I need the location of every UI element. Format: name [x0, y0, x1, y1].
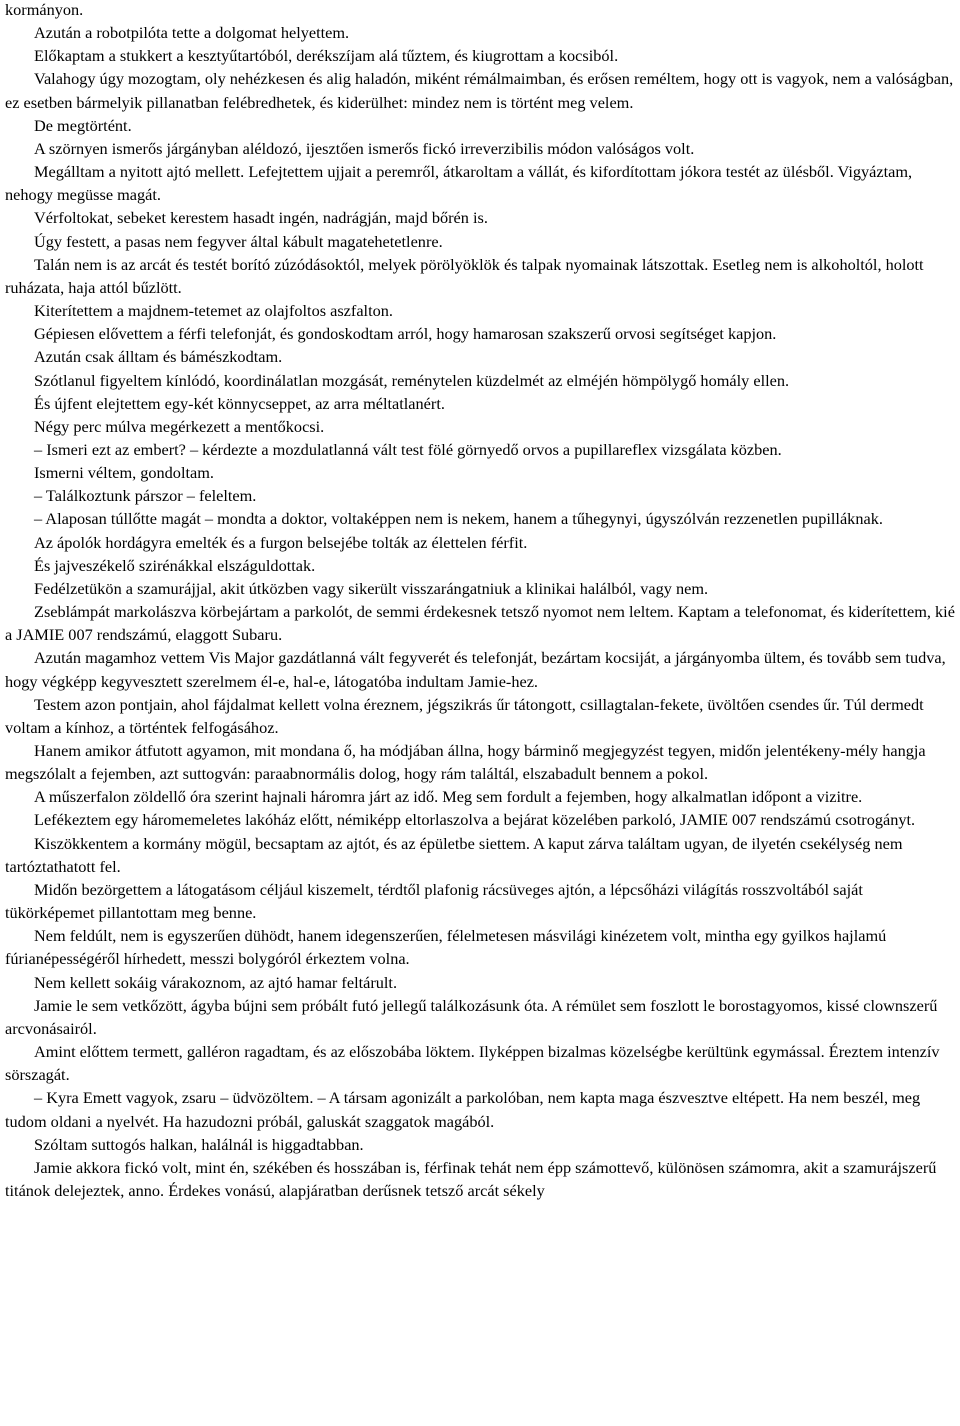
- paragraph: És újfent elejtettem egy-két könnycseppet, az arra méltatlanért.: [34, 393, 445, 413]
- paragraph: Amint előttem termett, galléron ragadtam, és az előszobába löktem. Ilyképpen bizalmas közelségbe kerültünk egymással. Éreztem intenzív sörszagát.: [5, 1042, 940, 1085]
- paragraph: kormányon.: [5, 0, 84, 19]
- paragraph: Nem kellett sokáig várakoznom, az ajtó hamar feltárult.: [34, 972, 398, 992]
- paragraph: Gépiesen elővettem a férfi telefonját, és gondoskodtam arról, hogy hamarosan szakszerű orvosi segítséget kapjon.: [34, 324, 777, 344]
- paragraph: Előkaptam a stukkert a kesztyűtartóból, derékszíjam alá tűztem, és kiugrottam a kocsiból.: [34, 46, 619, 66]
- paragraph: Ismerni véltem, gondoltam.: [34, 463, 214, 483]
- paragraph: Kiterítettem a majdnem-tetemet az olajfoltos aszfalton.: [34, 301, 393, 321]
- paragraph: Megálltam a nyitott ajtó mellett. Lefejtettem ujjait a peremről, átkaroltam a vállát, és kifordítottam jókora testét az ülésből. Vigyáztam, nehogy megüsse magát.: [5, 162, 913, 205]
- paragraph: – Találkoztunk párszor – feleltem.: [34, 486, 257, 506]
- paragraph: Testem azon pontjain, ahol fájdalmat kellett volna éreznem, jégszikrás űr tátongott, csillagtalan-fekete, üvöltően csendes űr. Túl dermedt voltam a kínhoz, a történtek felfogásához.: [5, 694, 924, 737]
- paragraph: Az ápolók hordágyra emelték és a furgon belsejébe tolták az élettelen férfit.: [34, 532, 528, 552]
- paragraph: Talán nem is az arcát és testét borító zúzódásoktól, melyek pörölyöklök és talpak nyomainak látszottak. Esetleg nem is alkoholtól, holott ruházata, haja attól bűzlött.: [5, 254, 924, 297]
- paragraph: És jajveszékelő szirénákkal elszáguldottak.: [34, 555, 316, 575]
- paragraph: Vérfoltokat, sebeket kerestem hasadt ingén, nadrágján, majd bőrén is.: [34, 208, 488, 228]
- paragraph: – Kyra Emett vagyok, zsaru – üdvözöltem. – A társam agonizált a parkolóban, nem kapta maga észvesztve eltépett. Ha nem beszél, meg tudom oldani a nyelvét. Ha hazudozni próbál, galuskát szaggatok magából.: [5, 1088, 921, 1131]
- paragraph: Lefékeztem egy háromemeletes lakóház előtt, némiképp eltorlaszolva a bejárat közelében parkoló, JAMIE 007 rendszámú csotrogányt.: [34, 810, 916, 830]
- paragraph: Nem feldúlt, nem is egyszerűen dühödt, hanem idegenszerűen, félelmetesen másvilági kinézetem volt, mintha egy gyilkos hajlamú fúrianépességéről hírhedett, messzi bolygóról érkeztem volna.: [5, 926, 887, 969]
- paragraph: Hanem amikor átfutott agyamon, mit mondana ő, ha módjában állna, hogy bárminő megjegyzést tegyen, midőn jelentékeny-mély hangja megszólalt a fejemben, azt suttogván: paraabnormális dolog, hogy rám találtál, elszabadult bennem a pokol.: [5, 741, 926, 784]
- paragraph: A műszerfalon zöldellő óra szerint hajnali háromra járt az idő. Meg sem fordult a fejemben, hogy alkalmatlan időpont a vizitre.: [34, 787, 863, 807]
- paragraph: Azután magamhoz vettem Vis Major gazdátlanná vált fegyverét és telefonját, bezártam kocsiját, a járgányomba ültem, és tovább sem tudva, hogy végképp kegyvesztett szerelmem él-e, hal-e, látogatóba indultam Jamie-hez.: [5, 648, 946, 691]
- paragraph: – Alaposan túllőtte magát – mondta a doktor, voltaképpen nem is nekem, hanem a tűhegynyi, úgyszólván rezzenetlen pupilláknak.: [34, 509, 883, 529]
- paragraph: A szörnyen ismerős járgányban aléldozó, ijesztően ismerős fickó irreverzibilis módon valóságos volt.: [34, 138, 695, 158]
- paragraph: Szóltam suttogós halkan, halálnál is higgadtabban.: [34, 1134, 364, 1154]
- paragraph: Jamie akkora fickó volt, mint én, székében és hosszában is, férfinak tehát nem épp számottevő, különösen számomra, akit a szamurájszerű titánok delejeztek, anno. Érdekes vonású, alapjáratban derűsnek tetsző arcát sékely: [5, 1157, 937, 1200]
- paragraph: Azután csak álltam és bámészkodtam.: [34, 347, 283, 367]
- document-page: [5, 0, 955, 1202]
- paragraph: De megtörtént.: [34, 115, 132, 135]
- paragraph: Szótlanul figyeltem kínlódó, koordinálatlan mozgását, reménytelen küzdelmét az elméjén hömpölygő homály ellen.: [34, 370, 790, 390]
- paragraph: Valahogy úgy mozogtam, oly nehézkesen és alig haladón, miként rémálmaimban, és erősen reméltem, hogy ott is vagyok, nem a valóságban, ez esetben bármelyik pillanatban felébredhetek, és kiderülhet: mindez nem is történt meg velem.: [5, 69, 954, 112]
- paragraph: Midőn bezörgettem a látogatásom céljául kiszemelt, térdtől plafonig rácsüveges ajtón, a lépcsőházi világítás rosszvoltából saját tükörképemet pillantottam meg benne.: [5, 879, 863, 923]
- paragraph: – Ismeri ezt az embert? – kérdezte a mozdulatlanná vált test fölé görnyedő orvos a pupillareflex vizsgálata közben.: [34, 439, 782, 459]
- paragraph: Úgy festett, a pasas nem fegyver által kábult magatehetetlenre.: [34, 231, 443, 251]
- paragraph: Azután a robotpilóta tette a dolgomat helyettem.: [34, 23, 350, 43]
- paragraph: Négy perc múlva megérkezett a mentőkocsi.: [34, 416, 325, 436]
- paragraph: Fedélzetükön a szamurájjal, akit útközben vagy sikerült visszarángatniuk a klinikai halálból, vagy nem.: [34, 578, 709, 598]
- paragraph: Kiszökkentem a kormány mögül, becsaptam az ajtót, és az épületbe siettem. A kaput zárva találtam ugyan, de ilyetén csekélység nem tartóztathatott fel.: [5, 833, 903, 876]
- paragraph: Zseblámpát markolászva körbejártam a parkolót, de semmi érdekesnek tetsző nyomot nem leltem. Kaptam a telefonomat, és kiderítettem, kié a JAMIE 007 rendszámú, elaggott Subaru.: [5, 602, 955, 645]
- paragraph: Jamie le sem vetkőzött, ágyba bújni sem próbált futó jellegű találkozásunk óta. A rémület sem foszlott le borostagyomos, kissé clownszerű arcvonásairól.: [5, 995, 938, 1038]
